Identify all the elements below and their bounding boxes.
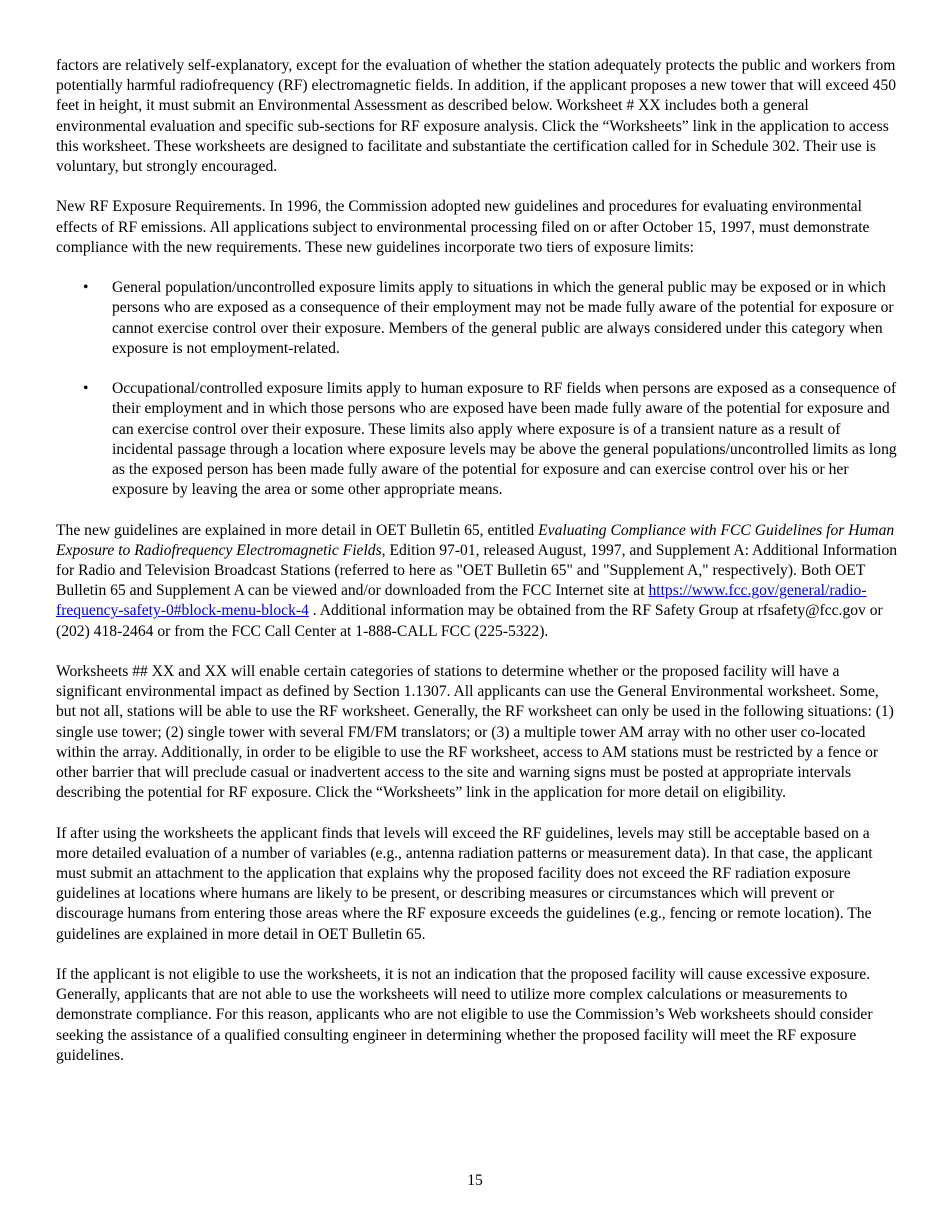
paragraph-oet-bulletin — [56, 521, 898, 642]
bullet-general-population: General population/uncontrolled exposure limits apply to situations in which the general public may be exposed or in which persons who are exposed as a consequence of their employment may not be made fully aware of the potential for exposure or cannot exercise control over their exposure. Members of the general public are always considered under this category when exposure is not employment-related. — [112, 279, 894, 357]
list-item — [56, 278, 898, 359]
oet-text-b: , Edition 97-01, released August, 1997, and Supplement A: Additional Information for Radio and Television Broadcast Stations (referred to here as "OET Bulletin 65" and "Supplement A," respectively). Both OET Bulletin 65 and Supplement A can be viewed and/or downloaded from the FCC Internet site at — [56, 541, 898, 600]
fcc-rf-safety-link[interactable]: https://www.fcc.gov/general/radio-frequency-safety-0#block-menu-block-4 — [56, 582, 867, 620]
paragraph-not-eligible: If the applicant is not eligible to use the worksheets, it is not an indication that the proposed facility will cause excessive exposure. Generally, applicants that are not able to use the worksheets will need to utilize more complex calculations or measurements to demonstrate compliance. For this reason, applicants who are not eligible to use the Commission’s Web worksheets should consider seeking the assistance of a qualified consulting engineer in determining whether the proposed facility will meet the RF exposure guidelines. — [56, 966, 873, 1064]
bulletin-title: Evaluating Compliance with FCC Guidelines for Human Exposure to Radiofrequency Electromagnetic Fields — [56, 521, 895, 559]
document-page — [56, 56, 898, 1086]
paragraph-worksheets: Worksheets ## XX and XX will enable certain categories of stations to determine whether or the proposed facility will have a significant environmental impact as defined by Section 1.1307. All applicants can use the General Environmental worksheet. Some, but not all, stations will be able to use the RF worksheet. Generally, the RF worksheet can only be used in the following situations: (1) single use tower; (2) single tower with several FM/FM translators; or (3) a multiple tower AM array with no other user co-located within the array. Additionally, in order to be eligible to use the RF worksheet, access to AM stations must be restricted by a fence or other barrier that will preclude casual or inadvertent access to the site and warning signs must be posted at appropriate intervals describing the potential for RF exposure. Click the “Worksheets” link in the application for more detail on eligibility. — [56, 663, 894, 802]
list-item — [56, 379, 898, 500]
paragraph-exceed-guidelines: If after using the worksheets the applicant finds that levels will exceed the RF guidelines, levels may still be acceptable based on a more detailed evaluation of a number of variables (e.g., antenna radiation patterns or measurement data). In that case, the applicant must submit an attachment to the application that explains why the proposed facility does not exceed the RF radiation exposure guidelines at locations where humans are likely to be present, or describing measures or circumstances which will prevent or discourage humans from entering those areas where the RF exposure exceeds the guidelines (e.g., fencing or remote location). The guidelines are explained in more detail in OET Bulletin 65. — [56, 824, 873, 943]
paragraph-intro: factors are relatively self-explanatory, except for the evaluation of whether the station adequately protects the public and workers from potentially harmful radiofrequency (RF) electromagnetic fields. In addition, if the applicant proposes a new tower that will exceed 450 feet in height, it must submit an Environmental Assessment as described below. Worksheet # XX includes both a general environmental evaluation and specific sub-sections for RF exposure analysis. Click the “Worksheets” link in the application to access this worksheet. These worksheets are designed to facilitate and substantiate the certification called for in Schedule 302. Their use is voluntary, but strongly encouraged. — [56, 57, 897, 176]
bullet-icon: • — [83, 279, 89, 297]
bullet-icon: • — [83, 380, 89, 398]
oet-text-a: The new guidelines are explained in more detail in OET Bulletin 65, entitled — [56, 521, 539, 539]
bullet-occupational: Occupational/controlled exposure limits apply to human exposure to RF fields when persons are exposed as a consequence of their employment and in which those persons who are exposed have been made fully aware of the potential for exposure and can exercise control over their exposure. These limits also apply where exposure is of a transient nature as a result of incidental passage through a location where exposure levels may be above the general populations/uncontrolled limits as long as the exposed person has been made fully aware of the potential for exposure and can exercise control over his or her exposure by leaving the area or some other appropriate means. — [112, 380, 897, 499]
oet-text-c: . Additional information may be obtained from the RF Safety Group at rfsafety@fcc.gov or (202) 418-2464 or from the FCC Call Center at 1-888-CALL FCC (225-5322). — [56, 602, 883, 640]
paragraph-rf-requirements: New RF Exposure Requirements. In 1996, the Commission adopted new guidelines and procedures for evaluating environmental effects of RF emissions. All applications subject to environmental processing filed on or after October 15, 1997, must demonstrate compliance with the new requirements. These new guidelines incorporate two tiers of exposure limits: — [56, 198, 870, 256]
page-number: 15 — [467, 1172, 483, 1189]
exposure-tiers-list — [56, 278, 898, 500]
